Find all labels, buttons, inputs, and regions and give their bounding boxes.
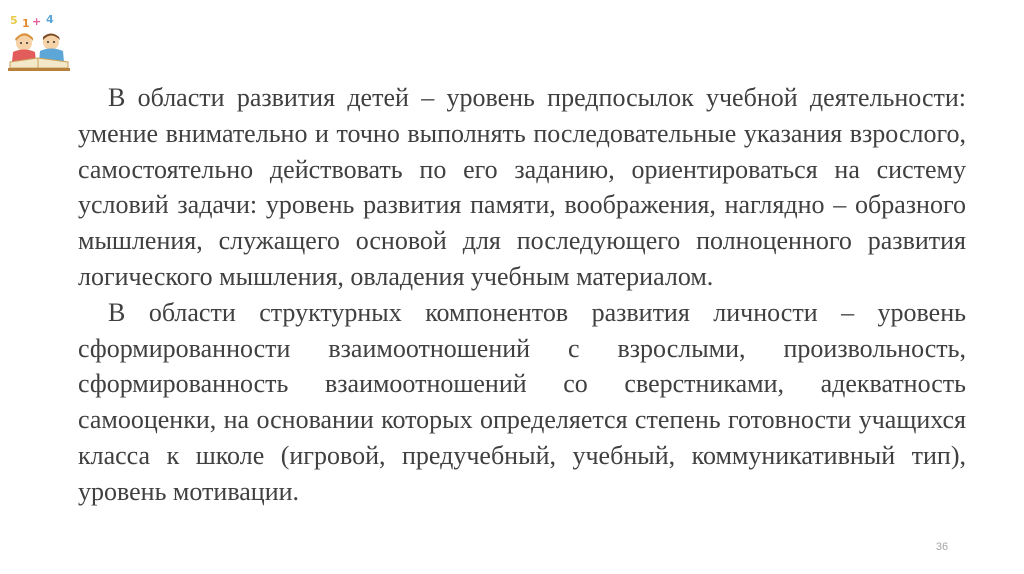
slide-body [78,80,966,510]
logo-digit-5: 5 [10,14,18,27]
paragraph-development: В области развития детей – уровень предпосылок учебной деятельности: умение внимательно и точно выполнять последовательные указания взрослого, самостоятельно действовать по его заданию, ориентироваться на систему условий задачи: уровень развития памяти, воображения, наглядно – образного мышления, служащего основой для последующего полноценного развития логического мышления, овладения учебным материалом. [78,83,966,291]
paragraph-personality: В области структурных компонентов развития личности – уровень сформированности взаимоотношений с взрослыми, произвольность, сформированность взаимоотношений со сверстниками, адекватность самооценки, на основании которых определяется степень готовности учащихся класса к школе (игровой, предучебный, учебный, коммуникативный тип), уровень мотивации. [78,297,966,506]
logo-digit-4: 4 [46,13,54,26]
logo-digit-1: 1 [22,17,30,30]
children-reading-clipart-icon [6,12,72,72]
page-number: 36 [935,541,949,553]
logo-digit-plus: + [32,15,42,28]
